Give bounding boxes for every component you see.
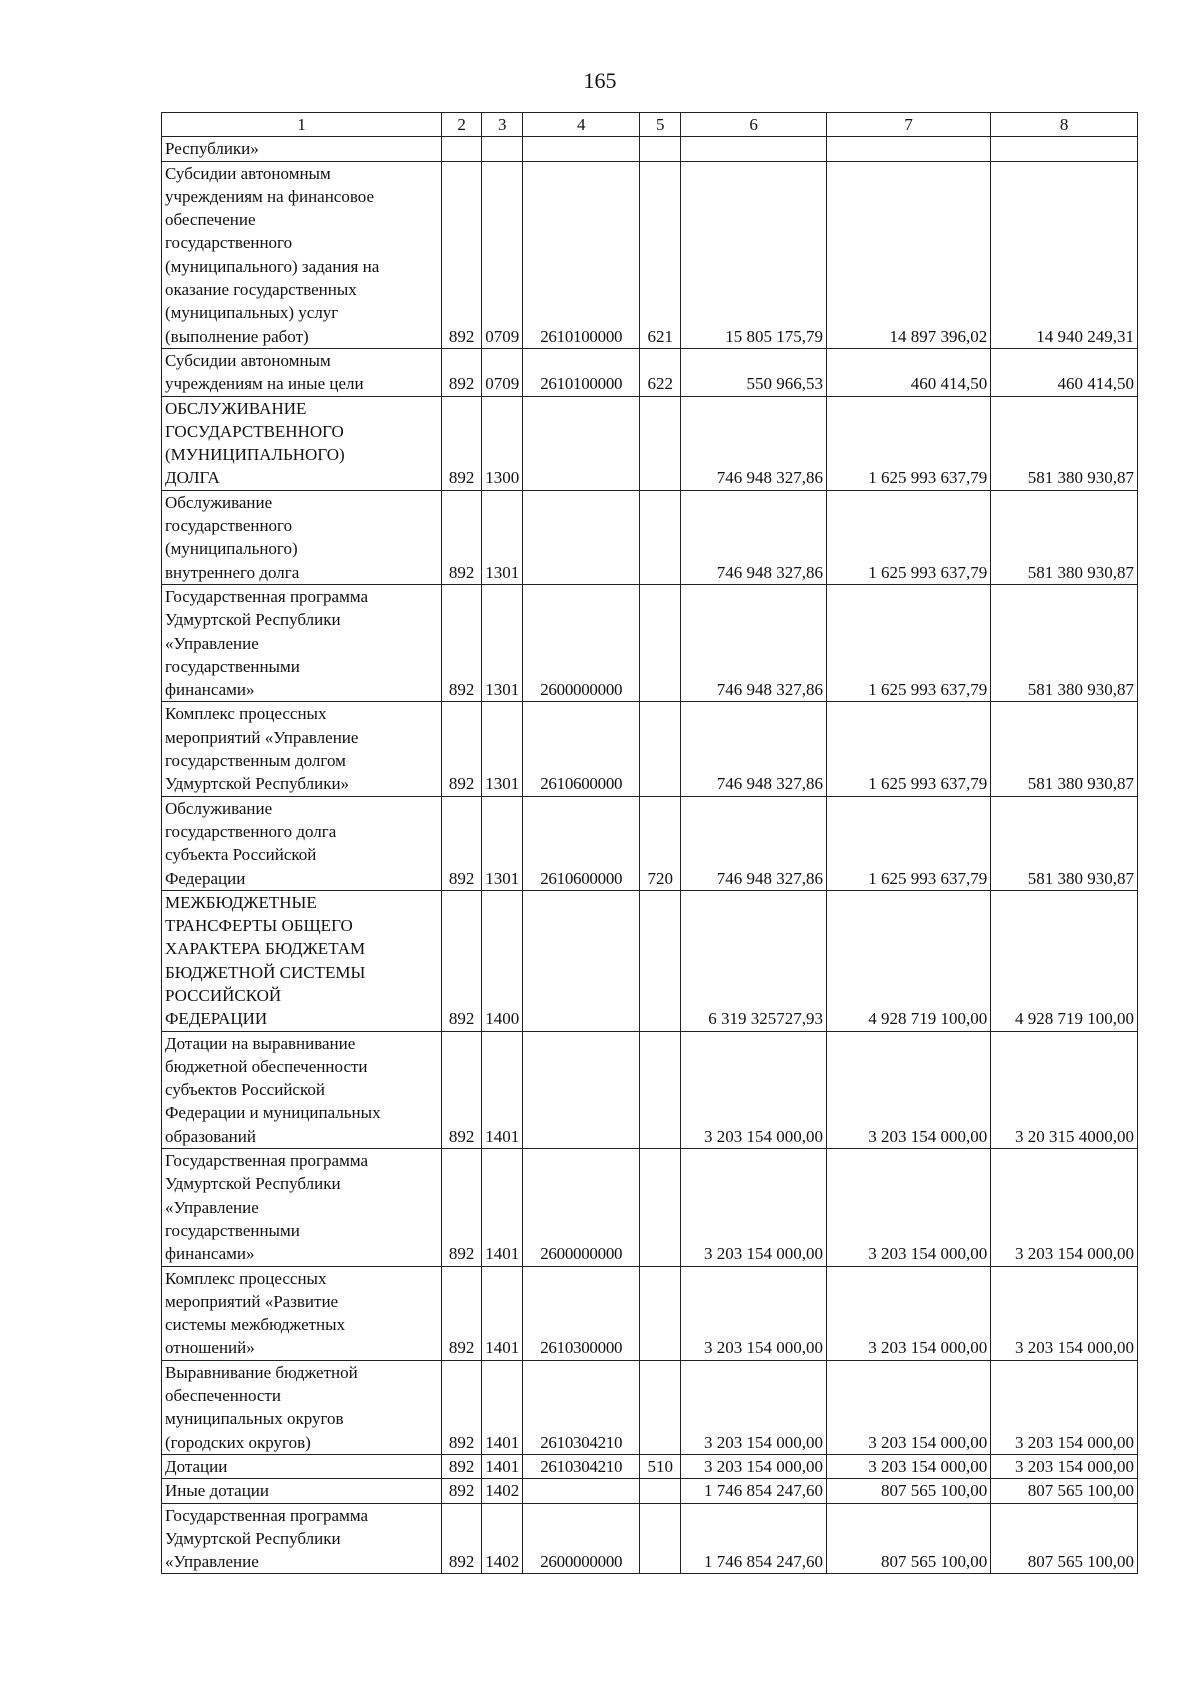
amount-col6-value: 3 203 154 000,00 xyxy=(703,1338,823,1358)
amount-col8 xyxy=(991,490,1138,584)
column-number: 3 xyxy=(482,113,523,137)
amount-col7 xyxy=(826,1266,990,1360)
row-name: Выравнивание бюджетной обеспеченности муниципальных округов (городских округов) xyxy=(162,1360,442,1454)
amount-col6-value: 746 948 327,86 xyxy=(716,774,823,794)
row-name: Комплекс процессных мероприятий «Развитие системы межбюджетных отношений» xyxy=(162,1266,442,1360)
amount-col6-value: 6 319 325727,93 xyxy=(708,1009,823,1029)
section-code: 1401 xyxy=(482,1149,523,1266)
amount-col8-value: 3 203 154 000,00 xyxy=(1015,1456,1134,1476)
table-row xyxy=(162,1454,1138,1478)
section-code: 1401 xyxy=(482,1266,523,1360)
target-item-code xyxy=(523,1479,640,1503)
chapter-code: 892 xyxy=(442,1360,482,1454)
amount-col7-value: 1 625 993 637,79 xyxy=(868,868,988,888)
amount-col7 xyxy=(826,137,990,161)
section-code: 1300 xyxy=(482,396,523,490)
amount-col8-value: 3 20 315 4000,00 xyxy=(1015,1126,1134,1146)
amount-col8-value: 3 203 154 000,00 xyxy=(1015,1338,1134,1358)
section-code xyxy=(482,137,523,161)
amount-col7 xyxy=(826,1479,990,1503)
chapter-code: 892 xyxy=(442,490,482,584)
amount-col8-value: 581 380 930,87 xyxy=(1027,680,1134,700)
amount-col8-value: 807 565 100,00 xyxy=(1027,1552,1134,1572)
amount-col6-value: 746 948 327,86 xyxy=(716,468,823,488)
amount-col6 xyxy=(681,137,827,161)
amount-col7 xyxy=(826,584,990,701)
chapter-code: 892 xyxy=(442,1031,482,1148)
amount-col6 xyxy=(681,1266,827,1360)
row-name: Обслуживание государственного долга субъекта Российской Федерации xyxy=(162,796,442,890)
expense-type-code xyxy=(640,1031,681,1148)
table-row xyxy=(162,137,1138,161)
row-name: Комплекс процессных мероприятий «Управление государственным долгом Удмуртской Республики» xyxy=(162,702,442,796)
amount-col8-value: 581 380 930,87 xyxy=(1027,774,1134,794)
amount-col6 xyxy=(681,161,827,348)
amount-col7 xyxy=(826,1454,990,1478)
row-name: Субсидии автономным учреждениям на финансовое обеспечение государственного (муниципального) задания на оказание государственных (муниципальных) услуг (выполнение работ) xyxy=(162,161,442,348)
expense-type-code xyxy=(640,584,681,701)
amount-col6-value: 746 948 327,86 xyxy=(716,868,823,888)
table-row xyxy=(162,348,1138,396)
row-name: Субсидии автономным учреждениям на иные цели xyxy=(162,348,442,396)
column-number: 4 xyxy=(523,113,640,137)
amount-col6 xyxy=(681,1503,827,1574)
amount-col8 xyxy=(991,1031,1138,1148)
chapter-code: 892 xyxy=(442,1454,482,1478)
target-item-code: 2610300000 xyxy=(523,1266,640,1360)
target-item-code xyxy=(523,490,640,584)
amount-col7 xyxy=(826,796,990,890)
amount-col6 xyxy=(681,1149,827,1266)
amount-col6 xyxy=(681,1360,827,1454)
column-number: 7 xyxy=(826,113,990,137)
table-row xyxy=(162,890,1138,1031)
table-row xyxy=(162,1479,1138,1503)
row-name: Дотации на выравнивание бюджетной обеспеченности субъектов Российской Федерации и муниципальных образований xyxy=(162,1031,442,1148)
amount-col6 xyxy=(681,702,827,796)
amount-col8-value: 460 414,50 xyxy=(1057,374,1134,394)
row-name: Обслуживание государственного (муниципального) внутреннего долга xyxy=(162,490,442,584)
section-code: 1301 xyxy=(482,796,523,890)
section-code: 1402 xyxy=(482,1503,523,1574)
amount-col8 xyxy=(991,584,1138,701)
amount-col7-value: 4 928 719 100,00 xyxy=(868,1009,988,1029)
table-row xyxy=(162,396,1138,490)
amount-col6 xyxy=(681,1031,827,1148)
page-number: 165 xyxy=(583,68,617,93)
table-row xyxy=(162,1031,1138,1148)
amount-col8 xyxy=(991,161,1138,348)
section-code: 1401 xyxy=(482,1031,523,1148)
amount-col8 xyxy=(991,890,1138,1031)
amount-col7-value: 1 625 993 637,79 xyxy=(868,468,988,488)
expense-type-code xyxy=(640,1266,681,1360)
amount-col8-value: 14 940 249,31 xyxy=(1036,326,1134,346)
chapter-code: 892 xyxy=(442,584,482,701)
amount-col8 xyxy=(991,1360,1138,1454)
target-item-code: 2610600000 xyxy=(523,796,640,890)
chapter-code: 892 xyxy=(442,348,482,396)
chapter-code: 892 xyxy=(442,702,482,796)
section-code: 1401 xyxy=(482,1360,523,1454)
target-item-code: 2610304210 xyxy=(523,1360,640,1454)
expense-type-code xyxy=(640,1360,681,1454)
table-row xyxy=(162,490,1138,584)
target-item-code xyxy=(523,137,640,161)
amount-col7-value: 3 203 154 000,00 xyxy=(868,1432,988,1452)
target-item-code xyxy=(523,890,640,1031)
amount-col8-value: 4 928 719 100,00 xyxy=(1015,1009,1134,1029)
amount-col6 xyxy=(681,796,827,890)
amount-col8 xyxy=(991,702,1138,796)
table-row xyxy=(162,1360,1138,1454)
chapter-code: 892 xyxy=(442,1266,482,1360)
target-item-code: 2610100000 xyxy=(523,348,640,396)
amount-col7 xyxy=(826,396,990,490)
amount-col6 xyxy=(681,1454,827,1478)
section-code: 1401 xyxy=(482,1454,523,1478)
row-name: Иные дотации xyxy=(162,1479,442,1503)
amount-col8 xyxy=(991,348,1138,396)
amount-col7 xyxy=(826,161,990,348)
amount-col7 xyxy=(826,890,990,1031)
chapter-code xyxy=(442,137,482,161)
amount-col6-value: 3 203 154 000,00 xyxy=(703,1244,823,1264)
target-item-code: 2600000000 xyxy=(523,1149,640,1266)
amount-col8 xyxy=(991,1503,1138,1574)
expense-type-code xyxy=(640,1149,681,1266)
row-name: Государственная программа Удмуртской Республики «Управление государственными финансами» xyxy=(162,1149,442,1266)
target-item-code: 2600000000 xyxy=(523,584,640,701)
section-code: 1402 xyxy=(482,1479,523,1503)
chapter-code: 892 xyxy=(442,796,482,890)
amount-col8 xyxy=(991,1266,1138,1360)
amount-col8 xyxy=(991,1479,1138,1503)
amount-col7-value: 1 625 993 637,79 xyxy=(868,562,988,582)
chapter-code: 892 xyxy=(442,1149,482,1266)
expense-type-code xyxy=(640,396,681,490)
amount-col7 xyxy=(826,1503,990,1574)
section-code: 1400 xyxy=(482,890,523,1031)
amount-col6 xyxy=(681,1479,827,1503)
amount-col7 xyxy=(826,702,990,796)
table-row xyxy=(162,702,1138,796)
section-code: 0709 xyxy=(482,348,523,396)
amount-col8-value: 3 203 154 000,00 xyxy=(1015,1244,1134,1264)
amount-col8 xyxy=(991,796,1138,890)
row-name: ОБСЛУЖИВАНИЕ ГОСУДАРСТВЕННОГО (МУНИЦИПАЛЬНОГО) ДОЛГА xyxy=(162,396,442,490)
expense-type-code xyxy=(640,1503,681,1574)
table-row xyxy=(162,796,1138,890)
amount-col6-value: 3 203 154 000,00 xyxy=(703,1126,823,1146)
target-item-code: 2610304210 xyxy=(523,1454,640,1478)
table-row xyxy=(162,1503,1138,1574)
amount-col8-value: 581 380 930,87 xyxy=(1027,562,1134,582)
chapter-code: 892 xyxy=(442,1503,482,1574)
expense-type-code: 621 xyxy=(640,161,681,348)
expense-type-code xyxy=(640,490,681,584)
section-code: 1301 xyxy=(482,584,523,701)
expense-type-code xyxy=(640,137,681,161)
section-code: 1301 xyxy=(482,702,523,796)
target-item-code: 2610100000 xyxy=(523,161,640,348)
column-number: 2 xyxy=(442,113,482,137)
column-number: 8 xyxy=(991,113,1138,137)
amount-col6-value: 1 746 854 247,60 xyxy=(703,1552,823,1572)
amount-col6 xyxy=(681,348,827,396)
amount-col6-value: 1 746 854 247,60 xyxy=(703,1481,823,1501)
amount-col7-value: 1 625 993 637,79 xyxy=(868,680,988,700)
amount-col7-value: 3 203 154 000,00 xyxy=(868,1244,988,1264)
amount-col7 xyxy=(826,1360,990,1454)
amount-col7 xyxy=(826,1031,990,1148)
amount-col7-value: 1 625 993 637,79 xyxy=(868,774,988,794)
amount-col8 xyxy=(991,137,1138,161)
expense-type-code: 720 xyxy=(640,796,681,890)
amount-col8 xyxy=(991,1149,1138,1266)
table-row xyxy=(162,1149,1138,1266)
amount-col7 xyxy=(826,348,990,396)
amount-col6-value: 15 805 175,79 xyxy=(725,326,823,346)
amount-col8 xyxy=(991,1454,1138,1478)
amount-col6-value: 3 203 154 000,00 xyxy=(703,1456,823,1476)
chapter-code: 892 xyxy=(442,1479,482,1503)
expense-type-code xyxy=(640,702,681,796)
amount-col6 xyxy=(681,490,827,584)
amount-col7-value: 807 565 100,00 xyxy=(880,1481,988,1501)
amount-col8 xyxy=(991,396,1138,490)
amount-col8-value: 3 203 154 000,00 xyxy=(1015,1432,1134,1452)
table-row xyxy=(162,584,1138,701)
column-number: 1 xyxy=(162,113,442,137)
amount-col7-value: 3 203 154 000,00 xyxy=(868,1126,988,1146)
amount-col6 xyxy=(681,890,827,1031)
chapter-code: 892 xyxy=(442,396,482,490)
expense-type-code: 622 xyxy=(640,348,681,396)
amount-col6-value: 550 966,53 xyxy=(746,374,823,394)
budget-table xyxy=(161,112,1138,1574)
target-item-code xyxy=(523,1031,640,1148)
section-code: 1301 xyxy=(482,490,523,584)
amount-col7-value: 460 414,50 xyxy=(910,374,988,394)
amount-col7-value: 14 897 396,02 xyxy=(889,326,988,346)
amount-col8-value: 807 565 100,00 xyxy=(1027,1481,1134,1501)
amount-col7-value: 3 203 154 000,00 xyxy=(868,1456,988,1476)
chapter-code: 892 xyxy=(442,161,482,348)
target-item-code: 2610600000 xyxy=(523,702,640,796)
table-row xyxy=(162,161,1138,348)
amount-col7-value: 3 203 154 000,00 xyxy=(868,1338,988,1358)
target-item-code xyxy=(523,396,640,490)
amount-col8-value: 581 380 930,87 xyxy=(1027,468,1134,488)
table-row xyxy=(162,1266,1138,1360)
column-number-row xyxy=(162,113,1138,137)
column-number: 5 xyxy=(640,113,681,137)
amount-col6 xyxy=(681,396,827,490)
amount-col8-value: 581 380 930,87 xyxy=(1027,868,1134,888)
expense-type-code xyxy=(640,890,681,1031)
amount-col7 xyxy=(826,1149,990,1266)
column-number: 6 xyxy=(681,113,827,137)
expense-type-code: 510 xyxy=(640,1454,681,1478)
amount-col7 xyxy=(826,490,990,584)
amount-col6 xyxy=(681,584,827,701)
row-name: МЕЖБЮДЖЕТНЫЕ ТРАНСФЕРТЫ ОБЩЕГО ХАРАКТЕРА БЮДЖЕТАМ БЮДЖЕТНОЙ СИСТЕМЫ РОССИЙСКОЙ ФЕДЕРАЦИИ xyxy=(162,890,442,1031)
chapter-code: 892 xyxy=(442,890,482,1031)
target-item-code: 2600000000 xyxy=(523,1503,640,1574)
amount-col6-value: 3 203 154 000,00 xyxy=(703,1432,823,1452)
amount-col6-value: 746 948 327,86 xyxy=(716,562,823,582)
amount-col7-value: 807 565 100,00 xyxy=(880,1552,988,1572)
row-name: Государственная программа Удмуртской Республики «Управление государственными финансами» xyxy=(162,584,442,701)
row-name: Государственная программа Удмуртской Республики «Управление xyxy=(162,1503,442,1574)
amount-col6-value: 746 948 327,86 xyxy=(716,680,823,700)
row-name: Дотации xyxy=(162,1454,442,1478)
expense-type-code xyxy=(640,1479,681,1503)
section-code: 0709 xyxy=(482,161,523,348)
row-name: Республики» xyxy=(162,137,442,161)
